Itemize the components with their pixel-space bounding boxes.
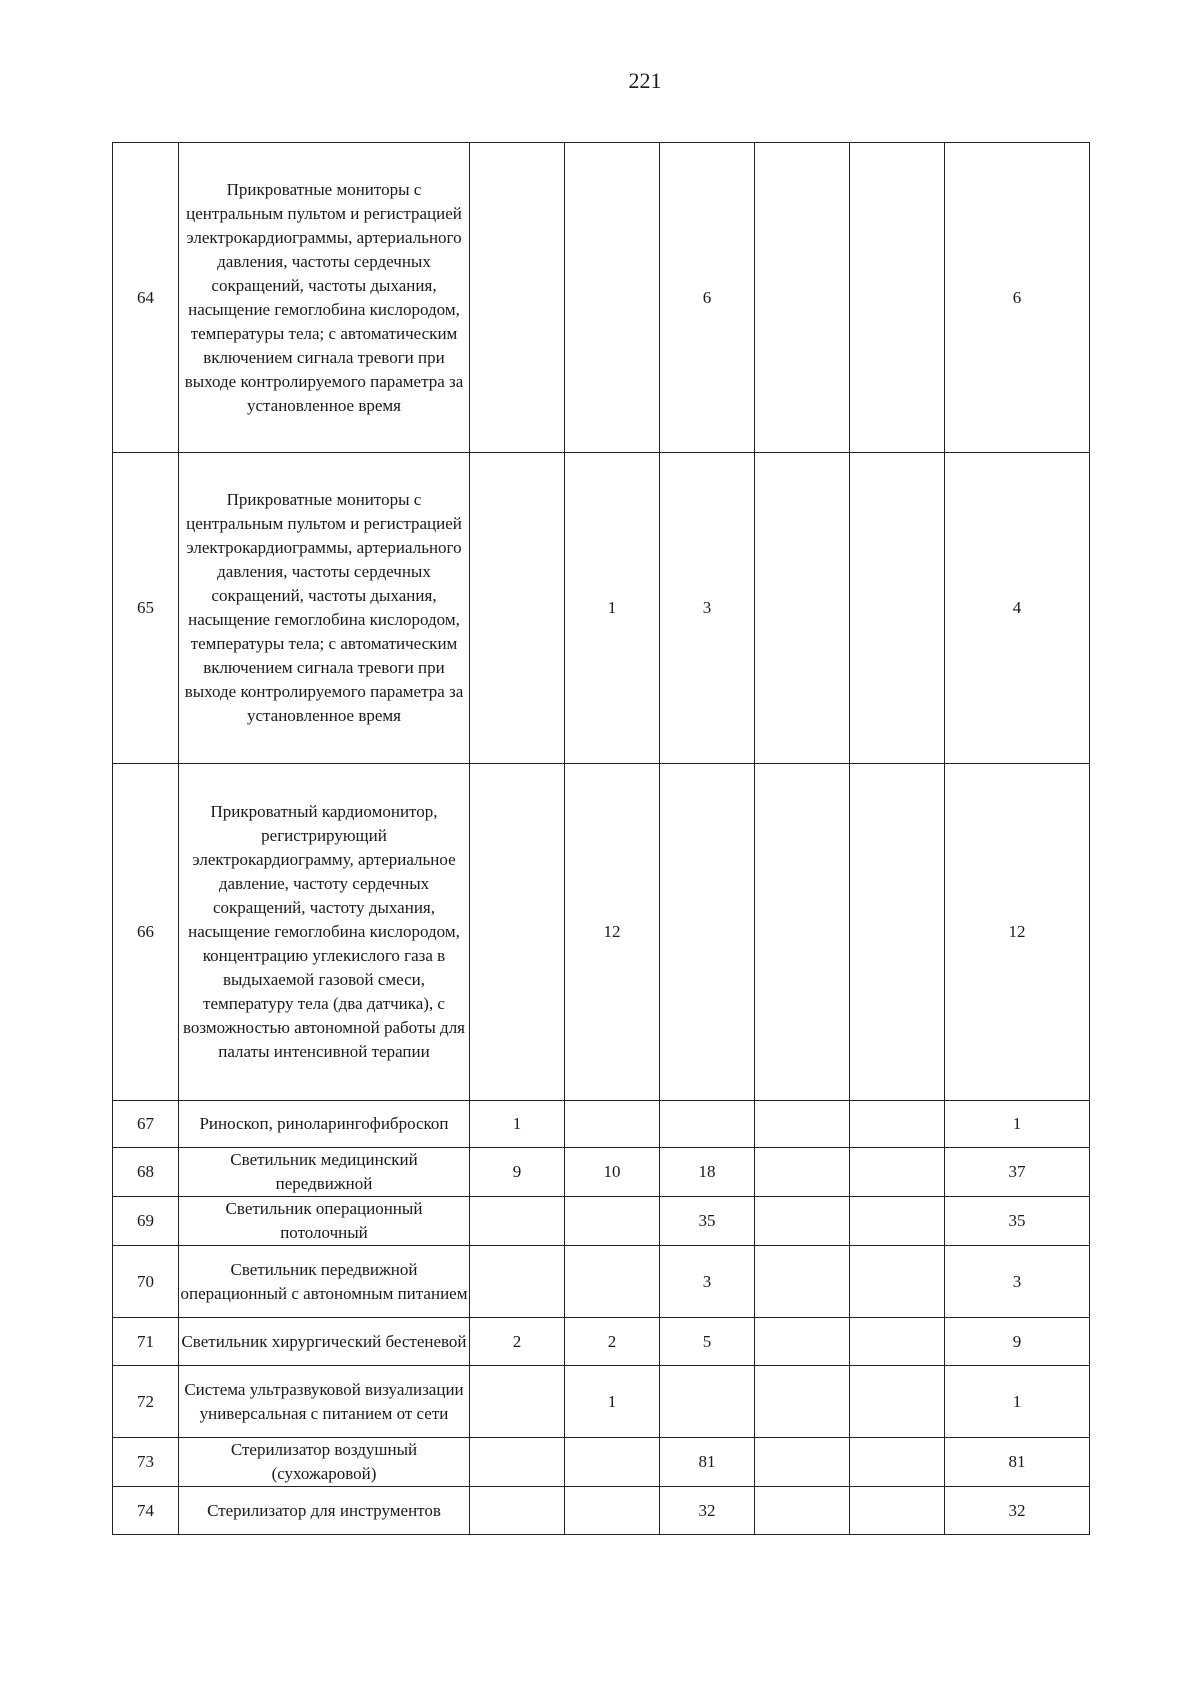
table-row bbox=[113, 1318, 1090, 1366]
quantity-cell bbox=[850, 1101, 945, 1148]
quantity-cell bbox=[755, 1197, 850, 1246]
quantity-cell bbox=[565, 143, 660, 453]
quantity-cell bbox=[850, 453, 945, 764]
quantity-cell bbox=[565, 1246, 660, 1318]
row-number: 67 bbox=[113, 1101, 179, 1148]
quantity-cell: 32 bbox=[660, 1487, 755, 1535]
total-cell: 6 bbox=[945, 143, 1090, 453]
quantity-cell bbox=[755, 1101, 850, 1148]
quantity-cell bbox=[850, 764, 945, 1101]
quantity-cell bbox=[470, 1246, 565, 1318]
total-cell: 35 bbox=[945, 1197, 1090, 1246]
equipment-table bbox=[112, 142, 1090, 1535]
equipment-name: Светильник передвижной операционный с автономным питанием bbox=[179, 1246, 470, 1318]
row-number: 64 bbox=[113, 143, 179, 453]
total-cell: 3 bbox=[945, 1246, 1090, 1318]
quantity-cell bbox=[850, 143, 945, 453]
table-row bbox=[113, 453, 1090, 764]
row-number: 70 bbox=[113, 1246, 179, 1318]
quantity-cell bbox=[850, 1148, 945, 1197]
row-number: 74 bbox=[113, 1487, 179, 1535]
quantity-cell bbox=[565, 1101, 660, 1148]
quantity-cell: 1 bbox=[565, 453, 660, 764]
quantity-cell: 81 bbox=[660, 1438, 755, 1487]
quantity-cell bbox=[755, 143, 850, 453]
quantity-cell: 2 bbox=[470, 1318, 565, 1366]
quantity-cell bbox=[850, 1438, 945, 1487]
total-cell: 4 bbox=[945, 453, 1090, 764]
quantity-cell: 10 bbox=[565, 1148, 660, 1197]
quantity-cell: 6 bbox=[660, 143, 755, 453]
row-number: 66 bbox=[113, 764, 179, 1101]
quantity-cell: 3 bbox=[660, 1246, 755, 1318]
quantity-cell: 1 bbox=[565, 1366, 660, 1438]
quantity-cell bbox=[755, 1246, 850, 1318]
quantity-cell: 9 bbox=[470, 1148, 565, 1197]
table-row bbox=[113, 1366, 1090, 1438]
quantity-cell bbox=[755, 1148, 850, 1197]
quantity-cell bbox=[755, 764, 850, 1101]
table-row bbox=[113, 1246, 1090, 1318]
quantity-cell bbox=[850, 1246, 945, 1318]
row-number: 72 bbox=[113, 1366, 179, 1438]
total-cell: 12 bbox=[945, 764, 1090, 1101]
row-number: 68 bbox=[113, 1148, 179, 1197]
table-row bbox=[113, 1148, 1090, 1197]
equipment-name: Стерилизатор воздушный (сухожаровой) bbox=[179, 1438, 470, 1487]
quantity-cell: 18 bbox=[660, 1148, 755, 1197]
equipment-name: Светильник медицинский передвижной bbox=[179, 1148, 470, 1197]
quantity-cell: 2 bbox=[565, 1318, 660, 1366]
quantity-cell: 5 bbox=[660, 1318, 755, 1366]
total-cell: 1 bbox=[945, 1366, 1090, 1438]
table-row bbox=[113, 1438, 1090, 1487]
quantity-cell bbox=[850, 1366, 945, 1438]
quantity-cell bbox=[660, 1101, 755, 1148]
row-number: 69 bbox=[113, 1197, 179, 1246]
table-row bbox=[113, 1487, 1090, 1535]
page-number: 221 bbox=[628, 68, 662, 93]
table-row bbox=[113, 143, 1090, 453]
quantity-cell: 1 bbox=[470, 1101, 565, 1148]
row-number: 65 bbox=[113, 453, 179, 764]
quantity-cell bbox=[755, 453, 850, 764]
total-cell: 32 bbox=[945, 1487, 1090, 1535]
equipment-name: Система ультразвуковой визуализации универсальная с питанием от сети bbox=[179, 1366, 470, 1438]
equipment-name: Прикроватные мониторы с центральным пультом и регистрацией электрокардиограммы, артериального давления, частоты сердечных сокращений, частоты дыхания, насыщение гемоглобина кислородом, температуры тела; с автоматическим включением сигнала тревоги при выходе контролируемого параметра за установленное время bbox=[179, 453, 470, 764]
quantity-cell bbox=[755, 1366, 850, 1438]
quantity-cell bbox=[470, 1438, 565, 1487]
quantity-cell bbox=[565, 1197, 660, 1246]
quantity-cell bbox=[850, 1318, 945, 1366]
quantity-cell bbox=[470, 1487, 565, 1535]
equipment-name: Риноскоп, риноларингофиброскоп bbox=[179, 1101, 470, 1148]
quantity-cell bbox=[755, 1318, 850, 1366]
table-row bbox=[113, 1197, 1090, 1246]
row-number: 73 bbox=[113, 1438, 179, 1487]
quantity-cell: 35 bbox=[660, 1197, 755, 1246]
quantity-cell bbox=[470, 1197, 565, 1246]
quantity-cell bbox=[470, 453, 565, 764]
row-number: 71 bbox=[113, 1318, 179, 1366]
quantity-cell bbox=[850, 1487, 945, 1535]
quantity-cell bbox=[470, 1366, 565, 1438]
equipment-name: Светильник хирургический бестеневой bbox=[179, 1318, 470, 1366]
equipment-name: Стерилизатор для инструментов bbox=[179, 1487, 470, 1535]
quantity-cell bbox=[660, 1366, 755, 1438]
quantity-cell bbox=[660, 764, 755, 1101]
total-cell: 1 bbox=[945, 1101, 1090, 1148]
total-cell: 37 bbox=[945, 1148, 1090, 1197]
quantity-cell bbox=[470, 143, 565, 453]
table-row bbox=[113, 1101, 1090, 1148]
equipment-name: Прикроватный кардиомонитор, регистрирующий электрокардиограмму, артериальное давление, частоту сердечных сокращений, частоту дыхания, насыщение гемоглобина кислородом, концентрацию углекислого газа в выдыхаемой газовой смеси, температуру тела (два датчика), с возможностью автономной работы для палаты интенсивной терапии bbox=[179, 764, 470, 1101]
equipment-name: Прикроватные мониторы с центральным пультом и регистрацией электрокардиограммы, артериального давления, частоты сердечных сокращений, частоты дыхания, насыщение гемоглобина кислородом, температуры тела; с автоматическим включением сигнала тревоги при выходе контролируемого параметра за установленное время bbox=[179, 143, 470, 453]
total-cell: 81 bbox=[945, 1438, 1090, 1487]
quantity-cell bbox=[565, 1438, 660, 1487]
quantity-cell bbox=[755, 1438, 850, 1487]
quantity-cell: 12 bbox=[565, 764, 660, 1101]
quantity-cell bbox=[565, 1487, 660, 1535]
table-row bbox=[113, 764, 1090, 1101]
equipment-name: Светильник операционный потолочный bbox=[179, 1197, 470, 1246]
quantity-cell bbox=[850, 1197, 945, 1246]
quantity-cell: 3 bbox=[660, 453, 755, 764]
total-cell: 9 bbox=[945, 1318, 1090, 1366]
quantity-cell bbox=[470, 764, 565, 1101]
quantity-cell bbox=[755, 1487, 850, 1535]
